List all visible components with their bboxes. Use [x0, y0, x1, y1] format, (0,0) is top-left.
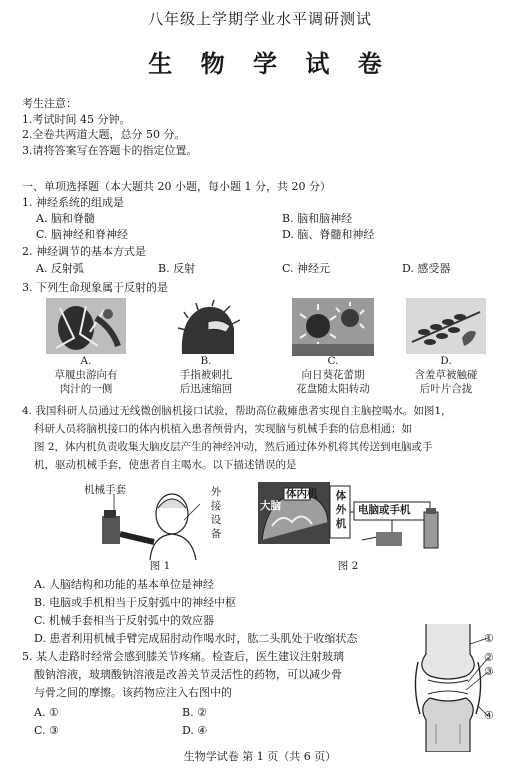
fig2-caption: 图 2 [337, 560, 359, 572]
q5-stem-line: 5. 某人走路时经常会感到膝关节疼痛。检查后，医生建议注射玻璃 [22, 650, 344, 663]
fig2-label-device: 电脑或手机 [358, 504, 411, 516]
notice-item: 2.全卷共两道大题，总分 50 分。 [22, 128, 186, 141]
q4-stem-line: 图 2，体内机负责收集大脑皮层产生的神经冲动，然后通过体外机将其传送到电脑或手 [34, 441, 433, 453]
q2-option-a: A. 反射弧 [36, 262, 84, 275]
q5-option-a: A. ① [34, 706, 59, 719]
sunflower-image [292, 298, 374, 356]
notice-heading: 考生注意： [22, 97, 77, 110]
joint-marker-1: ① [484, 632, 494, 645]
fig2-label-outer-1: 体 [335, 490, 347, 502]
q1-option-c: C. 脑神经和脊神经 [36, 228, 129, 241]
cactus-hand-image [168, 298, 248, 354]
q2-option-c: C. 神经元 [282, 262, 331, 275]
q2-option-b: B. 反射 [158, 262, 196, 275]
q3-option-c-line1: 向日葵花蕾期 [301, 369, 365, 381]
q1-option-a: A. 脑和脊髓 [36, 212, 95, 225]
q4-stem-line: 科研人员将脑机接口的体内机植入患者颅骨内，实现脑与机械手套的信息相通；如 [34, 423, 412, 435]
q5-option-c: C. ③ [34, 724, 59, 737]
q5-option-b: B. ② [182, 706, 207, 719]
fig2-label-inner: 体内机 [286, 488, 318, 500]
mimosa-image [406, 298, 486, 354]
q1-stem: 1. 神经系统的组成是 [22, 196, 124, 209]
q3-option-b-line1: 手指被刺扎 [179, 369, 233, 381]
q1-option-d: D. 脑、脊髓和神经 [282, 228, 375, 241]
fig1-label-ext-2: 接 [210, 500, 222, 512]
subject-title: 生 物 学 试 卷 [148, 49, 392, 78]
q2-stem: 2. 神经调节的基本方式是 [22, 245, 146, 258]
q4-option-c: C. 机械手套相当于反射弧中的效应器 [34, 614, 215, 627]
paramecium-image [46, 298, 126, 354]
q3-option-d-line1: 含羞草被触碰 [414, 369, 478, 381]
q5-stem-line: 酸钠溶液，玻璃酸钠溶液是改善关节灵活性的药物，可以减少骨 [34, 668, 342, 681]
q1-option-b: B. 脑和脑神经 [282, 212, 353, 225]
q2-option-d: D. 感受器 [402, 262, 451, 275]
q4-option-b: B. 电脑或手机相当于反射弧中的神经中枢 [34, 596, 237, 609]
q3-option-d-line2: 后叶片合拢 [419, 383, 473, 395]
fig1-label-ext-1: 外 [210, 486, 222, 498]
q5-option-d: D. ④ [182, 724, 208, 737]
q3-option-d-letter: D. [440, 355, 452, 367]
fig1-label-ext-3: 设 [210, 514, 222, 526]
fig2-label-outer-2: 外 [335, 504, 347, 516]
q5-stem-line: 与骨之间的摩擦。该药物应注入右图中的 [34, 686, 232, 699]
fig1-label-ext-4: 备 [210, 528, 222, 540]
notice-item: 3.请将答案写在答题卡的指定位置。 [22, 144, 198, 157]
q3-option-a-line1: 草履虫游向有 [54, 369, 118, 381]
q3-option-a-line2: 肉汁的一侧 [59, 383, 113, 395]
fig1-label-glove: 机械手套 [84, 484, 126, 496]
q4-stem-line: 机，驱动机械手套，使患者自主喝水。以下描述错误的是 [34, 459, 297, 471]
q4-option-d: D. 患者利用机械手臂完成屈肘动作喝水时，肱二头肌处于收缩状态 [34, 632, 358, 645]
page-footer: 生物学试卷 第 1 页（共 6 页） [183, 750, 337, 763]
q4-stem-line: 4. 我国科研人员通过无线微创脑机接口试验，帮助高位截瘫患者实现自主脑控喝水。如图1， [22, 405, 452, 417]
q3-option-b-line2: 后迅速缩回 [179, 383, 233, 395]
fig2-label-brain: 大脑 [260, 500, 281, 512]
joint-marker-2: ② [484, 651, 494, 664]
q3-option-c-letter: C. [327, 355, 339, 367]
joint-marker-4: ④ [484, 709, 494, 722]
exam-title: 八年级上学期学业水平调研测试 [147, 10, 372, 28]
q3-option-c-line2: 花盘随太阳转动 [296, 383, 370, 395]
joint-marker-3: ③ [484, 665, 494, 678]
section-heading: 一、单项选择题（本大题共 20 小题，每小题 1 分，共 20 分） [22, 180, 331, 193]
q4-option-a: A. 人脑结构和功能的基本单位是神经 [34, 578, 214, 591]
q3-option-b-letter: B. [200, 355, 212, 367]
q3-stem: 3. 下列生命现象属于反射的是 [22, 281, 168, 294]
notice-item: 1.考试时间 45 分钟。 [22, 113, 131, 126]
q3-option-a-letter: A. [80, 355, 92, 367]
fig2-label-outer-3: 机 [335, 518, 347, 530]
fig1-caption: 图 1 [149, 560, 171, 572]
